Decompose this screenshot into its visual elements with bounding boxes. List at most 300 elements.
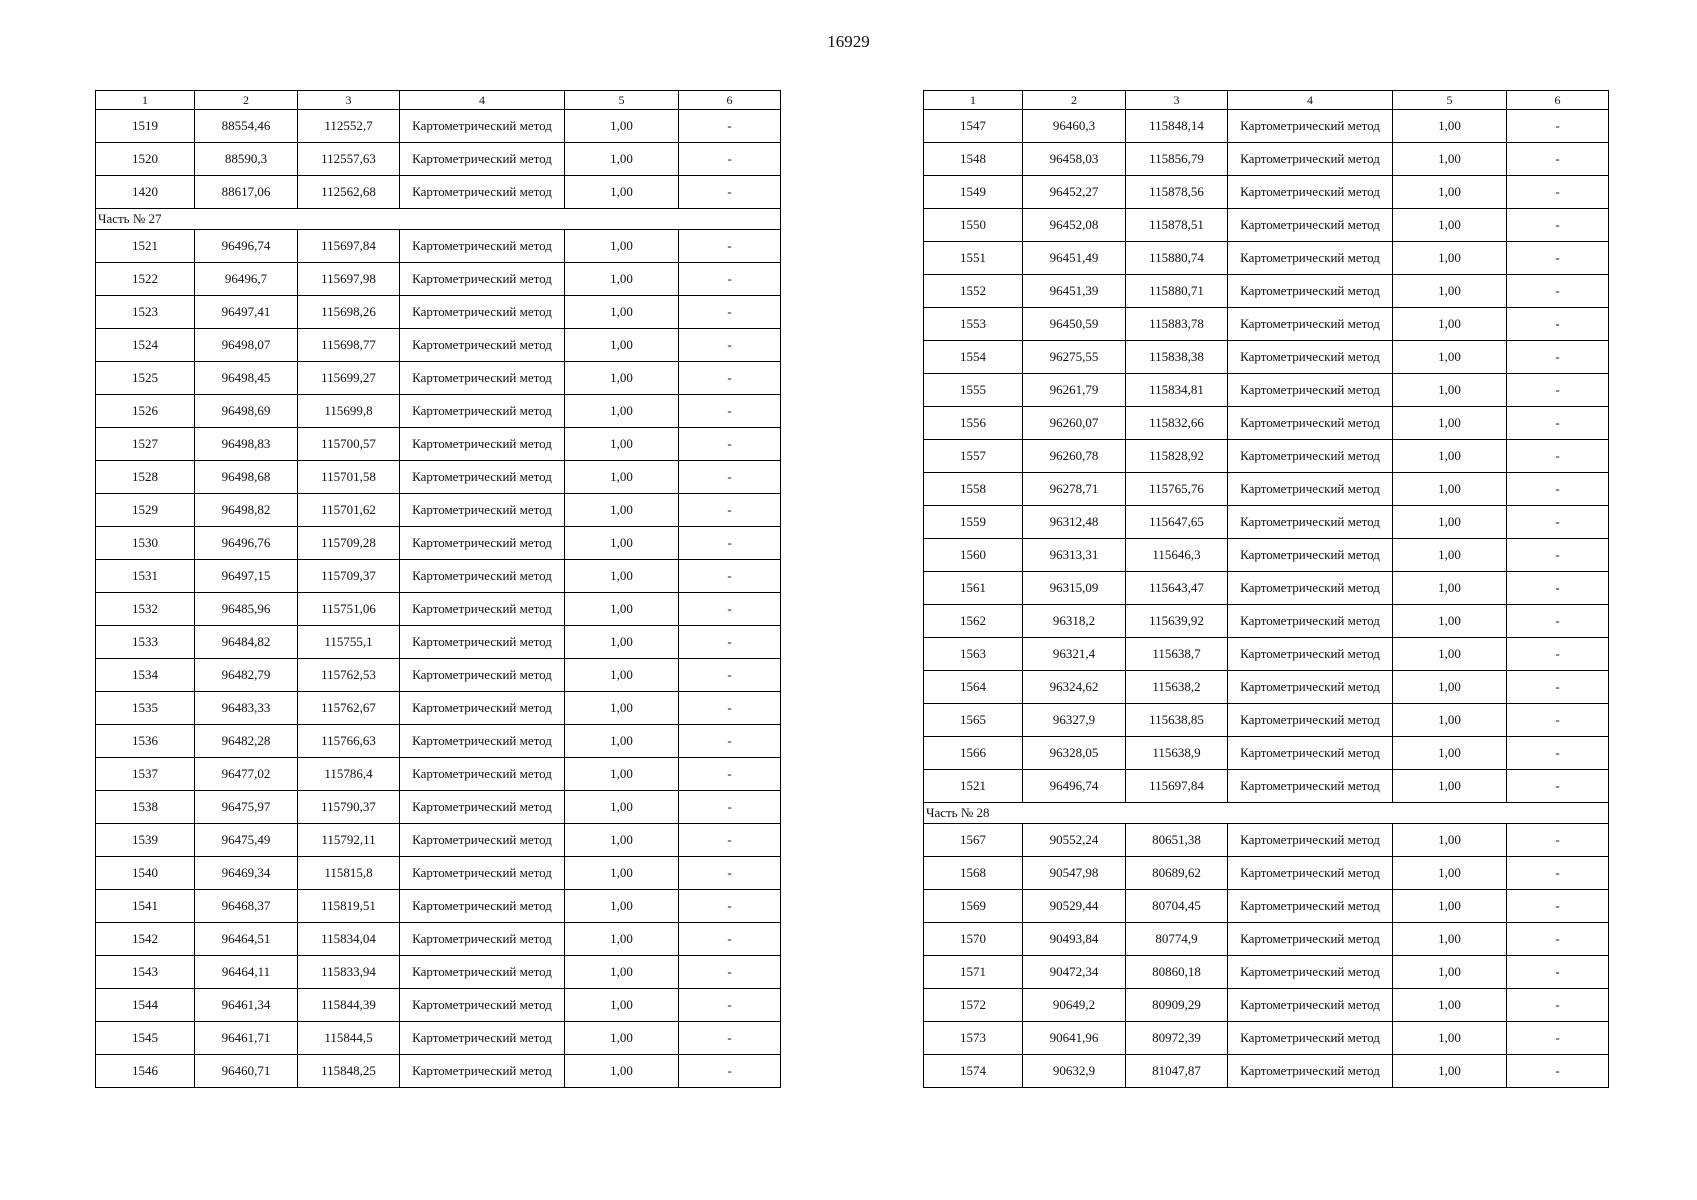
x-coordinate-cell: 90472,34 <box>1023 956 1126 989</box>
method-cell: Картометрический метод <box>1228 110 1393 143</box>
point-number-cell: 1532 <box>96 593 195 626</box>
y-coordinate-cell: 115819,51 <box>298 890 400 923</box>
point-number-cell: 1568 <box>924 857 1023 890</box>
y-coordinate-cell: 80909,29 <box>1126 989 1228 1022</box>
point-number-cell: 1556 <box>924 407 1023 440</box>
x-coordinate-cell: 88617,06 <box>195 176 298 209</box>
table-row <box>96 1022 781 1055</box>
x-coordinate-cell: 96278,71 <box>1023 473 1126 506</box>
note-cell: - <box>1507 110 1609 143</box>
note-cell: - <box>1507 737 1609 770</box>
method-cell: Картометрический метод <box>1228 737 1393 770</box>
point-number-cell: 1550 <box>924 209 1023 242</box>
note-cell: - <box>679 461 781 494</box>
column-header: 3 <box>1126 91 1228 110</box>
note-cell: - <box>679 626 781 659</box>
table-row <box>924 539 1609 572</box>
table-row <box>924 374 1609 407</box>
note-cell: - <box>679 296 781 329</box>
section-row <box>924 803 1609 824</box>
method-cell: Картометрический метод <box>1228 308 1393 341</box>
y-coordinate-cell: 80704,45 <box>1126 890 1228 923</box>
note-cell: - <box>679 857 781 890</box>
method-cell: Картометрический метод <box>400 659 565 692</box>
y-coordinate-cell: 115765,76 <box>1126 473 1228 506</box>
y-coordinate-cell: 115856,79 <box>1126 143 1228 176</box>
y-coordinate-cell: 80972,39 <box>1126 1022 1228 1055</box>
y-coordinate-cell: 115709,28 <box>298 527 400 560</box>
note-cell: - <box>679 659 781 692</box>
x-coordinate-cell: 96497,41 <box>195 296 298 329</box>
y-coordinate-cell: 115751,06 <box>298 593 400 626</box>
x-coordinate-cell: 96260,78 <box>1023 440 1126 473</box>
point-number-cell: 1552 <box>924 275 1023 308</box>
method-cell: Картометрический метод <box>400 176 565 209</box>
table-row <box>96 428 781 461</box>
y-coordinate-cell: 115844,5 <box>298 1022 400 1055</box>
x-coordinate-cell: 96458,03 <box>1023 143 1126 176</box>
accuracy-cell: 1,00 <box>565 923 679 956</box>
table-row <box>96 395 781 428</box>
note-cell: - <box>1507 890 1609 923</box>
point-number-cell: 1529 <box>96 494 195 527</box>
point-number-cell: 1559 <box>924 506 1023 539</box>
method-cell: Картометрический метод <box>1228 209 1393 242</box>
point-number-cell: 1521 <box>96 230 195 263</box>
y-coordinate-cell: 115755,1 <box>298 626 400 659</box>
note-cell: - <box>679 989 781 1022</box>
method-cell: Картометрический метод <box>1228 638 1393 671</box>
accuracy-cell: 1,00 <box>565 758 679 791</box>
accuracy-cell: 1,00 <box>565 956 679 989</box>
note-cell: - <box>1507 824 1609 857</box>
x-coordinate-cell: 96461,71 <box>195 1022 298 1055</box>
note-cell: - <box>1507 989 1609 1022</box>
column-header: 2 <box>1023 91 1126 110</box>
y-coordinate-cell: 80651,38 <box>1126 824 1228 857</box>
y-coordinate-cell: 115638,7 <box>1126 638 1228 671</box>
accuracy-cell: 1,00 <box>1393 209 1507 242</box>
point-number-cell: 1546 <box>96 1055 195 1088</box>
x-coordinate-cell: 96460,71 <box>195 1055 298 1088</box>
x-coordinate-cell: 96496,76 <box>195 527 298 560</box>
method-cell: Картометрический метод <box>1228 671 1393 704</box>
x-coordinate-cell: 96275,55 <box>1023 341 1126 374</box>
accuracy-cell: 1,00 <box>1393 572 1507 605</box>
note-cell: - <box>1507 407 1609 440</box>
note-cell: - <box>679 143 781 176</box>
table-row <box>96 110 781 143</box>
y-coordinate-cell: 115828,92 <box>1126 440 1228 473</box>
method-cell: Картометрический метод <box>400 230 565 263</box>
accuracy-cell: 1,00 <box>565 428 679 461</box>
accuracy-cell: 1,00 <box>565 395 679 428</box>
x-coordinate-cell: 96452,27 <box>1023 176 1126 209</box>
point-number-cell: 1573 <box>924 1022 1023 1055</box>
note-cell: - <box>679 362 781 395</box>
point-number-cell: 1565 <box>924 704 1023 737</box>
x-coordinate-cell: 96460,3 <box>1023 110 1126 143</box>
table-row <box>96 791 781 824</box>
note-cell: - <box>1507 671 1609 704</box>
method-cell: Картометрический метод <box>400 329 565 362</box>
y-coordinate-cell: 115766,63 <box>298 725 400 758</box>
point-number-cell: 1536 <box>96 725 195 758</box>
accuracy-cell: 1,00 <box>1393 242 1507 275</box>
header-row <box>96 91 781 110</box>
method-cell: Картометрический метод <box>1228 242 1393 275</box>
method-cell: Картометрический метод <box>400 626 565 659</box>
note-cell: - <box>679 428 781 461</box>
point-number-cell: 1526 <box>96 395 195 428</box>
method-cell: Картометрический метод <box>400 956 565 989</box>
point-number-cell: 1544 <box>96 989 195 1022</box>
table-row <box>96 296 781 329</box>
note-cell: - <box>1507 308 1609 341</box>
point-number-cell: 1548 <box>924 143 1023 176</box>
accuracy-cell: 1,00 <box>565 725 679 758</box>
table-row <box>924 956 1609 989</box>
column-header: 1 <box>96 91 195 110</box>
x-coordinate-cell: 96475,97 <box>195 791 298 824</box>
note-cell: - <box>679 692 781 725</box>
x-coordinate-cell: 90552,24 <box>1023 824 1126 857</box>
method-cell: Картометрический метод <box>1228 176 1393 209</box>
accuracy-cell: 1,00 <box>565 593 679 626</box>
note-cell: - <box>679 263 781 296</box>
y-coordinate-cell: 115832,66 <box>1126 407 1228 440</box>
column-header: 4 <box>1228 91 1393 110</box>
accuracy-cell: 1,00 <box>1393 374 1507 407</box>
accuracy-cell: 1,00 <box>565 176 679 209</box>
accuracy-cell: 1,00 <box>1393 956 1507 989</box>
table-row <box>924 308 1609 341</box>
coordinates-table-right <box>923 90 1609 1088</box>
method-cell: Картометрический метод <box>400 263 565 296</box>
y-coordinate-cell: 80689,62 <box>1126 857 1228 890</box>
x-coordinate-cell: 96484,82 <box>195 626 298 659</box>
note-cell: - <box>1507 539 1609 572</box>
y-coordinate-cell: 115834,81 <box>1126 374 1228 407</box>
table-row <box>924 989 1609 1022</box>
y-coordinate-cell: 115699,27 <box>298 362 400 395</box>
section-row <box>96 209 781 230</box>
table-row <box>924 440 1609 473</box>
y-coordinate-cell: 115880,71 <box>1126 275 1228 308</box>
table-row <box>924 671 1609 704</box>
method-cell: Картометрический метод <box>400 923 565 956</box>
point-number-cell: 1561 <box>924 572 1023 605</box>
point-number-cell: 1542 <box>96 923 195 956</box>
accuracy-cell: 1,00 <box>565 692 679 725</box>
table-row <box>96 362 781 395</box>
note-cell: - <box>679 230 781 263</box>
y-coordinate-cell: 115792,11 <box>298 824 400 857</box>
accuracy-cell: 1,00 <box>565 857 679 890</box>
table-row <box>924 638 1609 671</box>
method-cell: Картометрический метод <box>400 890 565 923</box>
accuracy-cell: 1,00 <box>565 989 679 1022</box>
table-row <box>96 692 781 725</box>
table-row <box>924 572 1609 605</box>
accuracy-cell: 1,00 <box>1393 440 1507 473</box>
table-row <box>96 758 781 791</box>
x-coordinate-cell: 96464,51 <box>195 923 298 956</box>
note-cell: - <box>1507 770 1609 803</box>
point-number-cell: 1555 <box>924 374 1023 407</box>
accuracy-cell: 1,00 <box>1393 407 1507 440</box>
table-row <box>924 110 1609 143</box>
point-number-cell: 1563 <box>924 638 1023 671</box>
table-row <box>96 593 781 626</box>
note-cell: - <box>1507 1055 1609 1088</box>
accuracy-cell: 1,00 <box>1393 275 1507 308</box>
column-header: 4 <box>400 91 565 110</box>
y-coordinate-cell: 115786,4 <box>298 758 400 791</box>
note-cell: - <box>1507 572 1609 605</box>
table-row <box>924 209 1609 242</box>
x-coordinate-cell: 96497,15 <box>195 560 298 593</box>
section-title: Часть № 28 <box>924 803 1609 824</box>
accuracy-cell: 1,00 <box>1393 539 1507 572</box>
point-number-cell: 1527 <box>96 428 195 461</box>
accuracy-cell: 1,00 <box>1393 890 1507 923</box>
x-coordinate-cell: 96498,68 <box>195 461 298 494</box>
note-cell: - <box>679 1022 781 1055</box>
x-coordinate-cell: 96328,05 <box>1023 737 1126 770</box>
y-coordinate-cell: 115762,53 <box>298 659 400 692</box>
x-coordinate-cell: 90547,98 <box>1023 857 1126 890</box>
y-coordinate-cell: 112562,68 <box>298 176 400 209</box>
accuracy-cell: 1,00 <box>1393 473 1507 506</box>
table-row <box>924 341 1609 374</box>
accuracy-cell: 1,00 <box>565 791 679 824</box>
point-number-cell: 1524 <box>96 329 195 362</box>
accuracy-cell: 1,00 <box>565 1022 679 1055</box>
y-coordinate-cell: 112552,7 <box>298 110 400 143</box>
method-cell: Картометрический метод <box>400 824 565 857</box>
note-cell: - <box>679 329 781 362</box>
note-cell: - <box>1507 374 1609 407</box>
note-cell: - <box>679 110 781 143</box>
table-row <box>96 857 781 890</box>
x-coordinate-cell: 96469,34 <box>195 857 298 890</box>
note-cell: - <box>679 791 781 824</box>
accuracy-cell: 1,00 <box>1393 824 1507 857</box>
point-number-cell: 1533 <box>96 626 195 659</box>
method-cell: Картометрический метод <box>400 725 565 758</box>
y-coordinate-cell: 115699,8 <box>298 395 400 428</box>
x-coordinate-cell: 96496,74 <box>1023 770 1126 803</box>
x-coordinate-cell: 96498,45 <box>195 362 298 395</box>
note-cell: - <box>1507 341 1609 374</box>
y-coordinate-cell: 115838,38 <box>1126 341 1228 374</box>
accuracy-cell: 1,00 <box>565 1055 679 1088</box>
table-row <box>924 506 1609 539</box>
table-row <box>96 923 781 956</box>
method-cell: Картометрический метод <box>1228 539 1393 572</box>
table-row <box>924 890 1609 923</box>
y-coordinate-cell: 115848,25 <box>298 1055 400 1088</box>
point-number-cell: 1549 <box>924 176 1023 209</box>
point-number-cell: 1547 <box>924 110 1023 143</box>
y-coordinate-cell: 115815,8 <box>298 857 400 890</box>
table-row <box>96 1055 781 1088</box>
accuracy-cell: 1,00 <box>565 824 679 857</box>
y-coordinate-cell: 81047,87 <box>1126 1055 1228 1088</box>
accuracy-cell: 1,00 <box>1393 1022 1507 1055</box>
point-number-cell: 1522 <box>96 263 195 296</box>
point-number-cell: 1540 <box>96 857 195 890</box>
note-cell: - <box>1507 956 1609 989</box>
point-number-cell: 1520 <box>96 143 195 176</box>
x-coordinate-cell: 96312,48 <box>1023 506 1126 539</box>
x-coordinate-cell: 96321,4 <box>1023 638 1126 671</box>
method-cell: Картометрический метод <box>400 428 565 461</box>
method-cell: Картометрический метод <box>1228 506 1393 539</box>
method-cell: Картометрический метод <box>1228 407 1393 440</box>
y-coordinate-cell: 115698,26 <box>298 296 400 329</box>
y-coordinate-cell: 115701,58 <box>298 461 400 494</box>
note-cell: - <box>1507 857 1609 890</box>
method-cell: Картометрический метод <box>400 560 565 593</box>
table-row <box>96 989 781 1022</box>
x-coordinate-cell: 96498,82 <box>195 494 298 527</box>
method-cell: Картометрический метод <box>400 989 565 1022</box>
accuracy-cell: 1,00 <box>1393 737 1507 770</box>
table-row <box>96 143 781 176</box>
method-cell: Картометрический метод <box>400 593 565 626</box>
method-cell: Картометрический метод <box>1228 1022 1393 1055</box>
table-row <box>924 824 1609 857</box>
point-number-cell: 1558 <box>924 473 1023 506</box>
method-cell: Картометрический метод <box>400 791 565 824</box>
method-cell: Картометрический метод <box>400 461 565 494</box>
point-number-cell: 1543 <box>96 956 195 989</box>
table-row <box>96 824 781 857</box>
accuracy-cell: 1,00 <box>565 143 679 176</box>
y-coordinate-cell: 115833,94 <box>298 956 400 989</box>
table-row <box>96 494 781 527</box>
accuracy-cell: 1,00 <box>1393 308 1507 341</box>
note-cell: - <box>679 395 781 428</box>
point-number-cell: 1572 <box>924 989 1023 1022</box>
column-header: 6 <box>679 91 781 110</box>
table-row <box>96 329 781 362</box>
point-number-cell: 1523 <box>96 296 195 329</box>
table-row <box>924 473 1609 506</box>
method-cell: Картометрический метод <box>400 1055 565 1088</box>
table-row <box>96 527 781 560</box>
x-coordinate-cell: 96477,02 <box>195 758 298 791</box>
y-coordinate-cell: 115878,51 <box>1126 209 1228 242</box>
y-coordinate-cell: 115883,78 <box>1126 308 1228 341</box>
table-row <box>924 770 1609 803</box>
method-cell: Картометрический метод <box>400 857 565 890</box>
point-number-cell: 1525 <box>96 362 195 395</box>
note-cell: - <box>679 956 781 989</box>
note-cell: - <box>679 560 781 593</box>
y-coordinate-cell: 115701,62 <box>298 494 400 527</box>
note-cell: - <box>1507 242 1609 275</box>
column-header: 2 <box>195 91 298 110</box>
table-row <box>96 626 781 659</box>
point-number-cell: 1534 <box>96 659 195 692</box>
method-cell: Картометрический метод <box>1228 572 1393 605</box>
point-number-cell: 1537 <box>96 758 195 791</box>
x-coordinate-cell: 96482,28 <box>195 725 298 758</box>
method-cell: Картометрический метод <box>1228 275 1393 308</box>
note-cell: - <box>679 758 781 791</box>
y-coordinate-cell: 115638,9 <box>1126 737 1228 770</box>
table-row <box>924 176 1609 209</box>
y-coordinate-cell: 115848,14 <box>1126 110 1228 143</box>
method-cell: Картометрический метод <box>1228 989 1393 1022</box>
table-row <box>924 1022 1609 1055</box>
y-coordinate-cell: 115697,98 <box>298 263 400 296</box>
y-coordinate-cell: 80774,9 <box>1126 923 1228 956</box>
table-row <box>96 725 781 758</box>
note-cell: - <box>1507 209 1609 242</box>
table-row <box>924 407 1609 440</box>
method-cell: Картометрический метод <box>400 395 565 428</box>
method-cell: Картометрический метод <box>1228 473 1393 506</box>
note-cell: - <box>1507 704 1609 737</box>
x-coordinate-cell: 96464,11 <box>195 956 298 989</box>
column-header: 5 <box>1393 91 1507 110</box>
point-number-cell: 1553 <box>924 308 1023 341</box>
table-row <box>924 275 1609 308</box>
point-number-cell: 1535 <box>96 692 195 725</box>
method-cell: Картометрический метод <box>400 758 565 791</box>
method-cell: Картометрический метод <box>1228 143 1393 176</box>
note-cell: - <box>679 176 781 209</box>
table-row <box>96 230 781 263</box>
table-row <box>96 560 781 593</box>
y-coordinate-cell: 115647,65 <box>1126 506 1228 539</box>
method-cell: Картометрический метод <box>1228 824 1393 857</box>
accuracy-cell: 1,00 <box>1393 989 1507 1022</box>
x-coordinate-cell: 96260,07 <box>1023 407 1126 440</box>
x-coordinate-cell: 90632,9 <box>1023 1055 1126 1088</box>
point-number-cell: 1560 <box>924 539 1023 572</box>
x-coordinate-cell: 96461,34 <box>195 989 298 1022</box>
accuracy-cell: 1,00 <box>565 890 679 923</box>
method-cell: Картометрический метод <box>400 110 565 143</box>
table-row <box>96 176 781 209</box>
note-cell: - <box>1507 176 1609 209</box>
method-cell: Картометрический метод <box>400 296 565 329</box>
y-coordinate-cell: 115700,57 <box>298 428 400 461</box>
point-number-cell: 1551 <box>924 242 1023 275</box>
accuracy-cell: 1,00 <box>1393 506 1507 539</box>
note-cell: - <box>679 824 781 857</box>
x-coordinate-cell: 96324,62 <box>1023 671 1126 704</box>
x-coordinate-cell: 90641,96 <box>1023 1022 1126 1055</box>
accuracy-cell: 1,00 <box>1393 638 1507 671</box>
table-body <box>924 91 1609 1088</box>
y-coordinate-cell: 115880,74 <box>1126 242 1228 275</box>
y-coordinate-cell: 115790,37 <box>298 791 400 824</box>
table-row <box>96 263 781 296</box>
x-coordinate-cell: 90649,2 <box>1023 989 1126 1022</box>
note-cell: - <box>1507 605 1609 638</box>
point-number-cell: 1571 <box>924 956 1023 989</box>
x-coordinate-cell: 96496,74 <box>195 230 298 263</box>
table-body <box>96 91 781 1088</box>
section-title: Часть № 27 <box>96 209 781 230</box>
accuracy-cell: 1,00 <box>565 296 679 329</box>
